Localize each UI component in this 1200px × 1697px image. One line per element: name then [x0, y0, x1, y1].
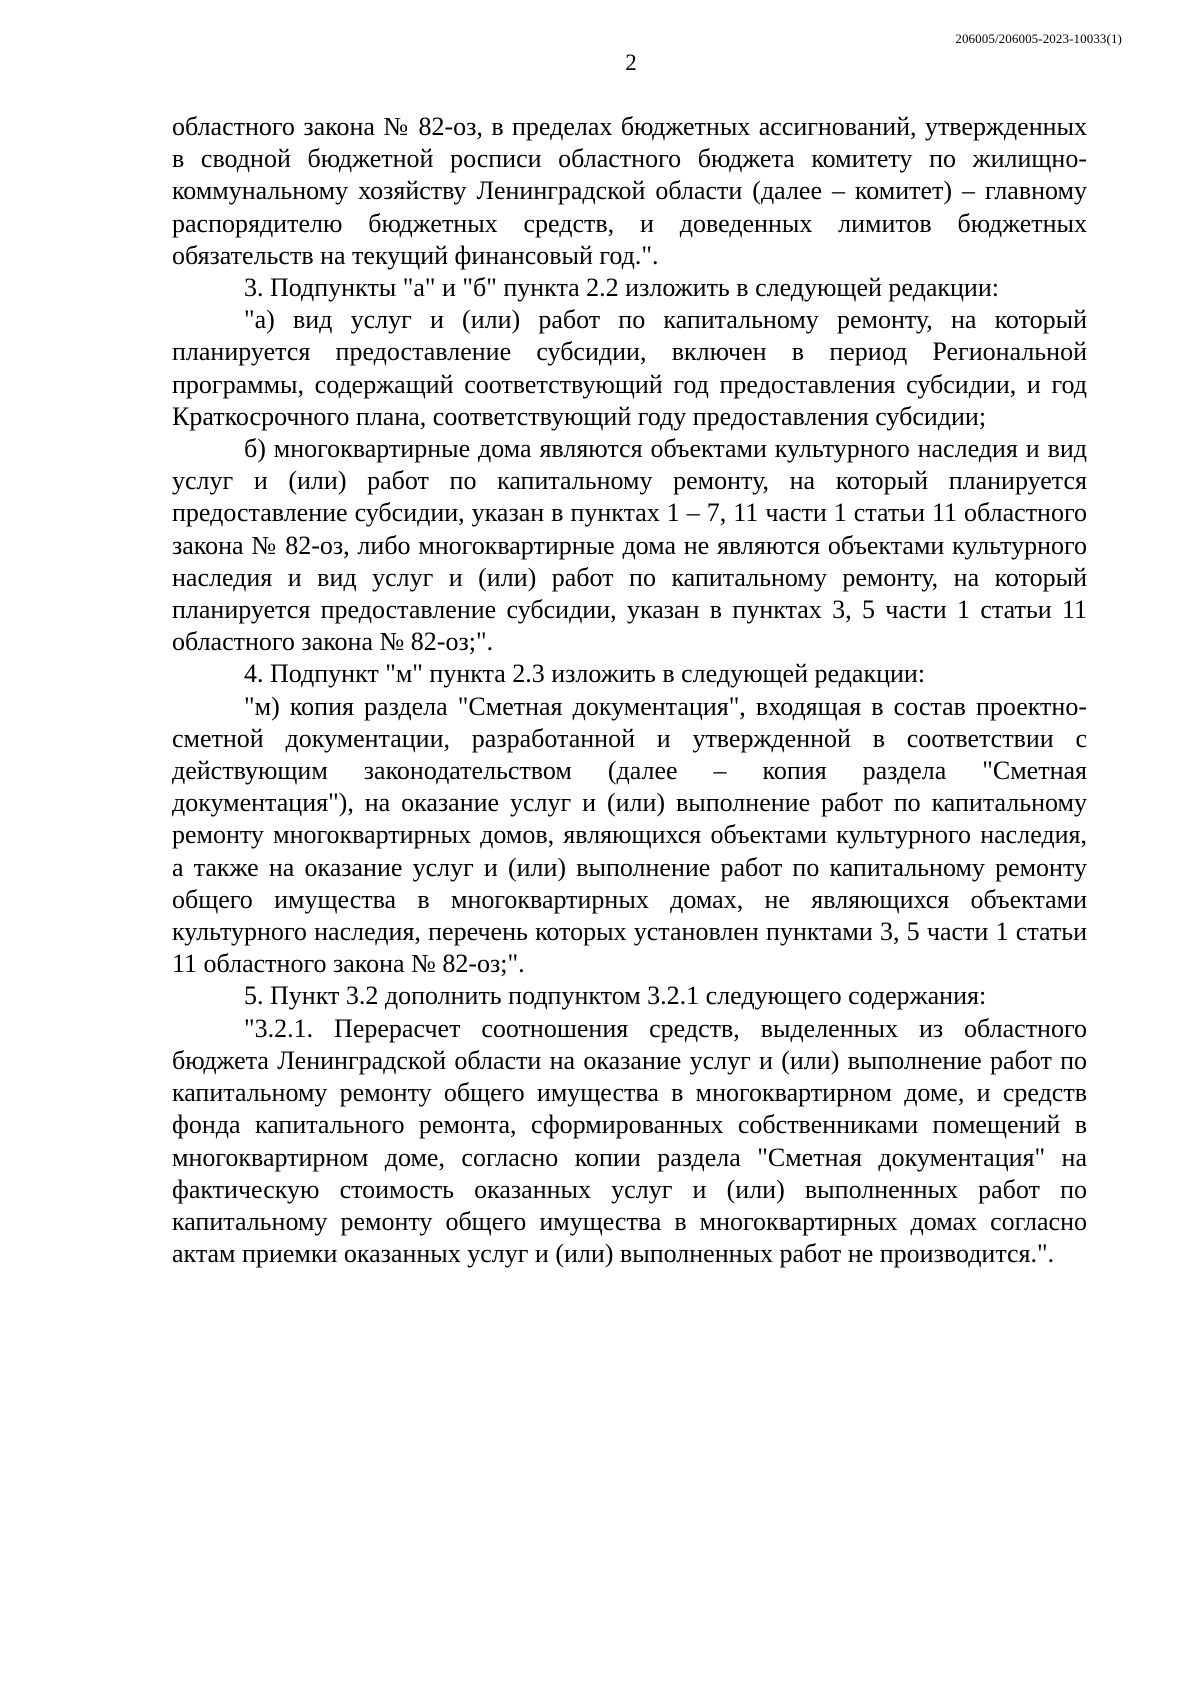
paragraph-2: 3. Подпункты "а" и "б" пункта 2.2 изложить в следующей редакции: — [244, 273, 999, 303]
paragraph-4: б) многоквартирные дома являются объектами культурного наследия и вид услуг и (или) работ по капитальному ремонту, на который планируется предоставление субсидии, указан в пунктах 1 – 7, 11 части 1 статьи 11 областного закона № 82-оз, либо многоквартирные дома не являются объектами культурного наследия и вид услуг и (или) работ по капитальному ремонту, на который планируется предоставление субсидии, указан в пунктах 3, 5 части 1 статьи 11 областного закона № 82-оз;". — [172, 434, 1087, 657]
page-number: 2 — [625, 50, 637, 75]
paragraph-7: 5. Пункт 3.2 дополнить подпунктом 3.2.1 следующего содержания: — [244, 981, 987, 1011]
paragraph-5: 4. Подпункт "м" пункта 2.3 изложить в следующей редакции: — [244, 659, 926, 689]
paragraph-8: "3.2.1. Перерасчет соотношения средств, выделенных из областного бюджета Ленинградской области на оказание услуг и (или) выполнение работ по капитальному ремонту общего имущества в многоквартирном доме, и средств фонда капитального ремонта, сформированных собственниками помещений в многоквартирном доме, согласно копии раздела "Сметная документация" на фактическую стоимость оказанных услуг и (или) выполненных работ по капитальному ремонту общего имущества в многоквартирных домах согласно актам приемки оказанных услуг и (или) выполненных работ не производится.". — [172, 1013, 1087, 1269]
paragraph-6: "м) копия раздела "Сметная документация", входящая в состав проектно-сметной документации, разработанной и утвержденной в соответствии с действующим законодательством (далее – копия раздела "Сметная документация"), на оказание услуг и (или) выполнение работ по капитальному ремонту многоквартирных домов, являющихся объектами культурного наследия, а также на оказание услуг и (или) выполнение работ по капитальному ремонту общего имущества в многоквартирных домах, не являющихся объектами культурного наследия, перечень которых установлен пунктами 3, 5 части 1 статьи 11 областного закона № 82-оз;". — [172, 691, 1087, 979]
paragraph-3: "а) вид услуг и (или) работ по капитальному ремонту, на который планируется предоставление субсидии, включен в период Региональной программы, содержащий соответствующий год предоставления субсидии, и год Краткосрочного плана, соответствующий году предоставления субсидии; — [172, 305, 1087, 431]
document-id: 206005/206005-2023-10033(1) — [955, 31, 1122, 46]
document-body — [172, 111, 1087, 1270]
paragraph-1: областного закона № 82-оз, в пределах бюджетных ассигнований, утвержденных в сводной бюджетной росписи областного бюджета комитету по жилищно-коммунальному хозяйству Ленинградской области (далее – комитет) – главному распорядителю бюджетных средств, и доведенных лимитов бюджетных обязательств на текущий финансовый год.". — [172, 112, 1087, 270]
